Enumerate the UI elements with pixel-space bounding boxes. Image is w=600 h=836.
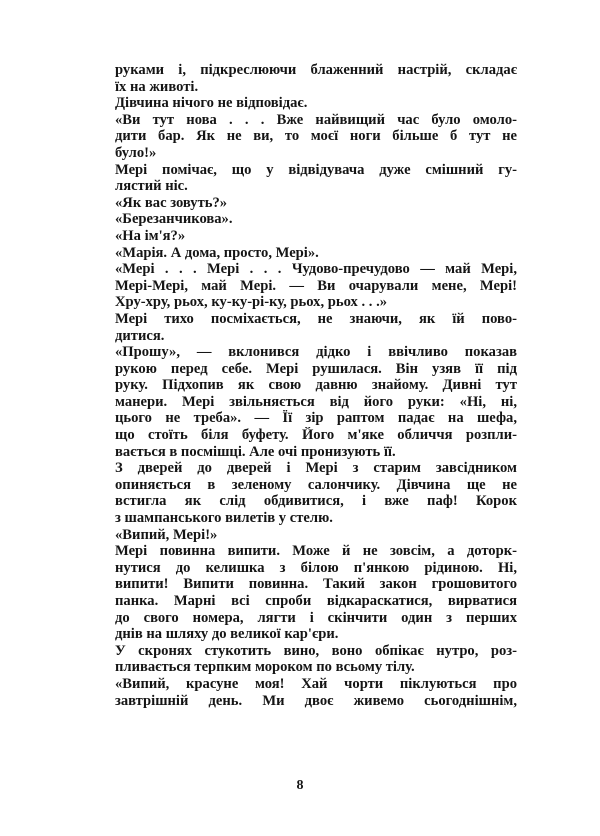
text-line: панка. Марні всі спроби відкараскатися, вирватися <box>115 593 517 609</box>
text-line: руку. Підхопив як свою давню знайому. Дивні тут <box>115 377 517 394</box>
text-line: дити бар. Як не ви, то моєї ноги більше б тут не <box>115 128 517 145</box>
text-line: Мері помічає, що у відвідувача дуже смішний гу- <box>115 161 517 178</box>
text-line: Мері тихо посміхається, не знаючи, як їй пово- <box>115 310 517 327</box>
text-line: «На ім'я?» <box>115 227 186 244</box>
text-line: днів на шляху до великої кар'єри. <box>115 626 339 643</box>
text-line: пливається терпким мороком по всьому тілу. <box>115 659 415 676</box>
text-line: їх на животі. <box>115 78 199 95</box>
text-line: «Випий, Мері!» <box>115 526 218 543</box>
text-line: що стоїть біля буфету. Його м'яке обличчя розпли- <box>115 427 517 444</box>
text-line: «Березанчикова». <box>115 211 233 228</box>
text-line: завтрішній день. Ми двоє живемо сьогоднішнім, <box>115 692 517 709</box>
text-line: встигла як слід обдивитися, і вже паф! Корок <box>115 493 517 510</box>
text-line: У скронях стукотить вино, воно обпікає нутро, роз- <box>115 642 517 659</box>
text-line: «Марія. А дома, просто, Мері». <box>115 244 319 261</box>
page-number: 8 <box>296 778 304 793</box>
text-line: Мері-Мері, май Мері. — Ви очарували мене, Мері! <box>115 277 517 294</box>
text-line: «Прошу», — вклонився дідко і ввічливо показав <box>115 344 517 361</box>
text-line: опиняється в зеленому салончику. Дівчина ще не <box>115 476 517 493</box>
text-line: «Як вас зовуть?» <box>115 194 228 211</box>
text-line: з шампанського вилетів у стелю. <box>115 510 333 527</box>
text-line: вається в посмішці. Але очі пронизують її. <box>115 443 396 460</box>
text-line: З дверей до дверей і Мері з старим завсідником <box>115 460 517 477</box>
text-line: лястий ніс. <box>115 178 188 195</box>
text-line: цього не треба». — Її зір раптом падає на шефа, <box>115 410 517 427</box>
text-line: «Мері . . . Мері . . . Чудово-пречудово — май Мері, <box>115 261 517 278</box>
text-line: руками і, підкреслюючи блаженний настрій, складає <box>115 62 517 78</box>
text-line: манери. Мері звільняється від його руки: «Ні, ні, <box>115 393 517 410</box>
text-line: Мері повинна випити. Може й не зовсім, а доторк- <box>115 543 517 560</box>
text-line: Дівчина нічого не відповідає. <box>115 95 308 112</box>
text-line: Хру-хру, рьох, ку-ку-рі-ку, рьох, рьох . . .» <box>115 294 388 311</box>
body-text <box>115 62 517 709</box>
text-line: «Ви тут нова . . . Вже найвищий час було омоло- <box>115 111 517 128</box>
text-line: нутися до келишка з білою п'янкою рідиною. Ні, <box>115 559 517 576</box>
text-line: до свого номера, лягти і скінчити один з перших <box>115 609 517 626</box>
text-line: рукою перед себе. Мері рушилася. Він узяв її під <box>115 360 517 377</box>
text-line: «Випий, красуне моя! Хай чорти піклуються про <box>115 675 517 692</box>
text-line: дитися. <box>115 327 165 344</box>
text-line: було!» <box>115 144 157 161</box>
text-line: випити! Випити повинна. Такий закон грошовитого <box>115 576 517 593</box>
